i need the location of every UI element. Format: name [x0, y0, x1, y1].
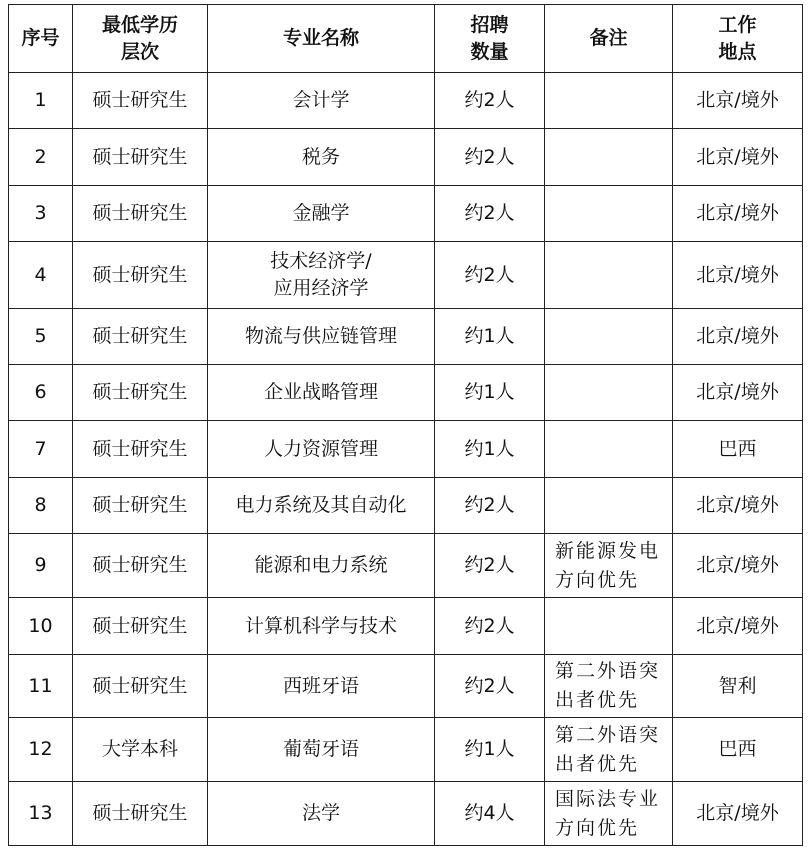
cell-degree: 硕士研究生 [73, 421, 208, 478]
cell-count: 约1人 [435, 421, 545, 478]
table-row [9, 598, 803, 655]
cell-location: 智利 [673, 655, 803, 718]
cell-major-line1: 税务 [301, 145, 340, 168]
header-count-line2: 数量 [470, 40, 509, 63]
cell-index: 4 [9, 242, 73, 309]
cell-major-line1: 电力系统及其自动化 [235, 494, 407, 516]
cell-degree: 硕士研究生 [73, 782, 208, 846]
table-row [9, 242, 803, 309]
table-row [9, 365, 803, 421]
recruitment-table [8, 4, 803, 846]
cell-index: 1 [9, 73, 73, 129]
cell-index: 3 [9, 186, 73, 242]
cell-index: 11 [9, 655, 73, 718]
cell-major-line2: 应用经济学 [273, 277, 369, 299]
cell-count: 约2人 [435, 598, 545, 655]
cell-major-line1: 能源和电力系统 [254, 554, 388, 576]
cell-major [208, 782, 435, 846]
cell-degree: 硕士研究生 [73, 129, 208, 186]
cell-index: 2 [9, 129, 73, 186]
cell-major-line1: 葡萄牙语 [282, 738, 359, 760]
cell-major [208, 478, 435, 534]
cell-index: 6 [9, 365, 73, 421]
cell-major [208, 365, 435, 421]
cell-remark [545, 129, 673, 186]
table-row [9, 478, 803, 534]
cell-remark-line2: 出者优先 [555, 752, 640, 775]
cell-location: 北京/境外 [673, 782, 803, 846]
cell-major [208, 421, 435, 478]
cell-major-line1: 技术经济学/ [270, 250, 372, 272]
cell-location: 北京/境外 [673, 309, 803, 365]
cell-index: 9 [9, 534, 73, 598]
cell-index: 7 [9, 421, 73, 478]
cell-remark [545, 655, 673, 718]
cell-degree: 硕士研究生 [73, 186, 208, 242]
cell-remark [545, 365, 673, 421]
cell-remark [545, 718, 673, 782]
table-row [9, 421, 803, 478]
cell-remark-line2: 方向优先 [555, 816, 640, 839]
cell-remark-line1: 新能源发电 [555, 539, 661, 562]
cell-count: 约1人 [435, 365, 545, 421]
cell-remark [545, 534, 673, 598]
header-degree-line2: 层次 [120, 40, 159, 63]
cell-index: 13 [9, 782, 73, 846]
cell-count: 约4人 [435, 782, 545, 846]
cell-location: 北京/境外 [673, 534, 803, 598]
cell-location: 北京/境外 [673, 242, 803, 309]
table-row [9, 655, 803, 718]
cell-major-line1: 企业战略管理 [263, 381, 378, 403]
cell-count: 约2人 [435, 655, 545, 718]
cell-major [208, 718, 435, 782]
cell-remark [545, 309, 673, 365]
header-row [9, 5, 803, 73]
cell-major-line1: 人力资源管理 [263, 437, 378, 460]
cell-location: 北京/境外 [673, 186, 803, 242]
cell-location: 巴西 [673, 718, 803, 782]
cell-major-line1: 物流与供应链管理 [244, 325, 397, 347]
table-row [9, 73, 803, 129]
cell-degree: 硕士研究生 [73, 365, 208, 421]
cell-count: 约2人 [435, 242, 545, 309]
cell-degree: 大学本科 [73, 718, 208, 782]
header-count-line1: 招聘 [470, 13, 509, 36]
cell-location: 北京/境外 [673, 478, 803, 534]
cell-count: 约2人 [435, 73, 545, 129]
cell-major [208, 309, 435, 365]
cell-index: 12 [9, 718, 73, 782]
cell-remark-line2: 出者优先 [555, 689, 640, 711]
cell-degree: 硕士研究生 [73, 478, 208, 534]
table-row [9, 129, 803, 186]
cell-count: 约1人 [435, 309, 545, 365]
cell-major [208, 598, 435, 655]
cell-degree: 硕士研究生 [73, 73, 208, 129]
table-row [9, 718, 803, 782]
cell-major-line1: 西班牙语 [282, 674, 359, 697]
header-location-line2: 地点 [718, 40, 757, 63]
cell-major-line1: 计算机科学与技术 [244, 614, 397, 637]
cell-remark-line2: 方向优先 [555, 568, 640, 591]
cell-remark-line1: 国际法专业 [555, 787, 661, 810]
table-row [9, 782, 803, 846]
cell-degree: 硕士研究生 [73, 598, 208, 655]
header-index: 序号 [9, 5, 73, 73]
cell-location: 巴西 [673, 421, 803, 478]
cell-count: 约2人 [435, 129, 545, 186]
cell-remark [545, 242, 673, 309]
header-degree [73, 5, 208, 73]
cell-location: 北京/境外 [673, 365, 803, 421]
cell-major [208, 73, 435, 129]
cell-location: 北京/境外 [673, 598, 803, 655]
cell-major [208, 655, 435, 718]
cell-degree: 硕士研究生 [73, 309, 208, 365]
cell-remark [545, 598, 673, 655]
header-remark: 备注 [545, 5, 673, 73]
cell-major [208, 129, 435, 186]
cell-remark [545, 478, 673, 534]
table-body [9, 73, 803, 846]
cell-count: 约2人 [435, 534, 545, 598]
cell-major-line1: 会计学 [292, 89, 350, 111]
cell-index: 10 [9, 598, 73, 655]
cell-remark [545, 186, 673, 242]
cell-remark [545, 782, 673, 846]
cell-location: 北京/境外 [673, 73, 803, 129]
table-header [9, 5, 803, 73]
table-row [9, 186, 803, 242]
table-row [9, 534, 803, 598]
header-degree-line1: 最低学历 [101, 13, 178, 36]
cell-index: 8 [9, 478, 73, 534]
cell-remark-line1: 第二外语突 [555, 723, 661, 746]
cell-count: 约1人 [435, 718, 545, 782]
table-row [9, 309, 803, 365]
cell-major [208, 242, 435, 309]
cell-major-line1: 法学 [301, 802, 340, 824]
header-location [673, 5, 803, 73]
cell-remark [545, 73, 673, 129]
cell-major [208, 186, 435, 242]
cell-degree: 硕士研究生 [73, 655, 208, 718]
cell-major [208, 534, 435, 598]
cell-index: 5 [9, 309, 73, 365]
cell-remark [545, 421, 673, 478]
cell-count: 约2人 [435, 478, 545, 534]
cell-major-line1: 金融学 [292, 202, 350, 224]
cell-remark-line1: 第二外语突 [555, 660, 661, 682]
cell-location: 北京/境外 [673, 129, 803, 186]
header-location-line1: 工作 [718, 13, 757, 36]
header-count [435, 5, 545, 73]
cell-degree: 硕士研究生 [73, 534, 208, 598]
cell-count: 约2人 [435, 186, 545, 242]
cell-degree: 硕士研究生 [73, 242, 208, 309]
header-major: 专业名称 [208, 5, 435, 73]
